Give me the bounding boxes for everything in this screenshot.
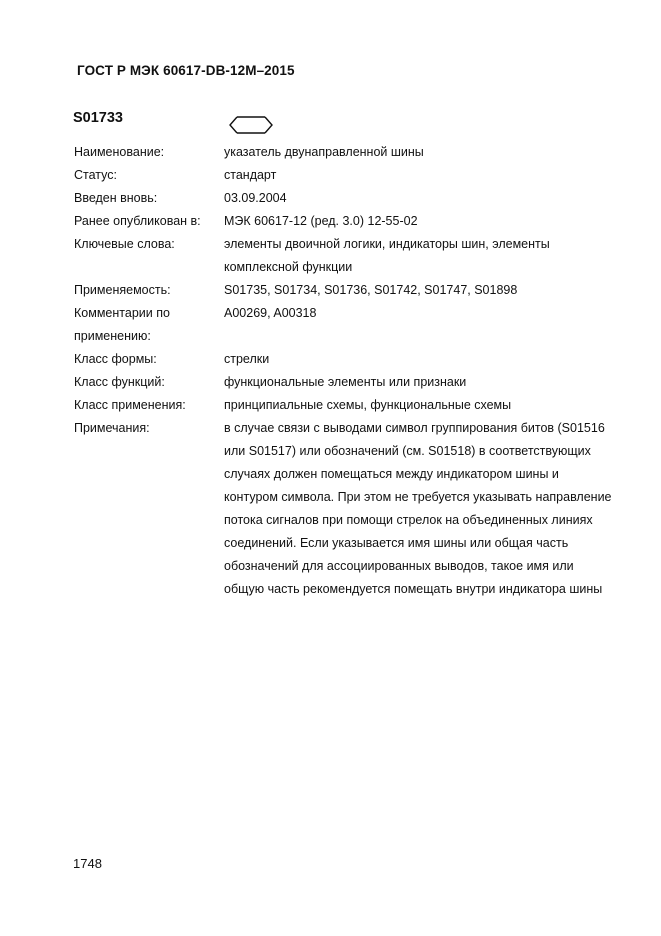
field-row-introduced: [74, 187, 614, 210]
field-label: Ранее опубликован в:: [74, 214, 201, 228]
field-row-status: [74, 164, 614, 187]
field-value: МЭК 60617-12 (ред. 3.0) 12-55-02: [224, 214, 418, 228]
field-label: Наименование:: [74, 145, 165, 159]
field-value: S01735, S01734, S01736, S01742, S01747, S01898: [224, 283, 518, 297]
symbol-code: S01733: [73, 110, 123, 126]
field-label: Применяемость:: [74, 283, 171, 297]
field-label: Класс формы:: [74, 352, 157, 366]
field-row-previously-published: [74, 210, 614, 233]
field-row-keywords: [74, 233, 614, 279]
double-headed-arrow-icon: [228, 114, 274, 136]
standard-header: ГОСТ Р МЭК 60617-DB-12M–2015: [77, 63, 295, 78]
field-label: Комментарии по применению:: [74, 306, 170, 343]
field-label: Примечания:: [74, 421, 150, 435]
field-value: стандарт: [224, 168, 277, 182]
field-label: Класс применения:: [74, 398, 186, 412]
field-value: указатель двунаправленной шины: [224, 145, 424, 159]
field-value: стрелки: [224, 352, 270, 366]
symbol-attributes: [74, 141, 614, 601]
field-label: Класс функций:: [74, 375, 165, 389]
field-row-function-class: [74, 371, 614, 394]
field-label: Ключевые слова:: [74, 237, 175, 251]
field-value: элементы двоичной логики, индикаторы шин, элементы комплексной функции: [224, 237, 550, 274]
field-value: в случае связи с выводами символ группирования битов (S01516 или S01517) или обозначений (см. S01518) в соответствующих случаях должен помещаться между индикатором шины и контуром символа. При этом не требуется указывать направление потока сигналов при помощи стрелок на объединенных линиях соединений. Если указывается имя шины или общая часть обозначений для ассоциированных выводов, такое имя или общую часть рекомендуется помещать внутри индикатора шины: [224, 421, 612, 596]
field-row-application-comments: [74, 302, 614, 348]
field-row-applicability: [74, 279, 614, 302]
field-row-notes: [74, 417, 614, 601]
field-row-application-class: [74, 394, 614, 417]
field-value: A00269, A00318: [224, 306, 317, 320]
page-number: 1748: [73, 856, 102, 871]
field-label: Введен вновь:: [74, 191, 158, 205]
field-value: функциональные элементы или признаки: [224, 375, 467, 389]
field-value: принципиальные схемы, функциональные схемы: [224, 398, 512, 412]
field-label: Статус:: [74, 168, 117, 182]
field-value: 03.09.2004: [224, 191, 287, 205]
field-row-shape-class: [74, 348, 614, 371]
field-row-name: [74, 141, 614, 164]
